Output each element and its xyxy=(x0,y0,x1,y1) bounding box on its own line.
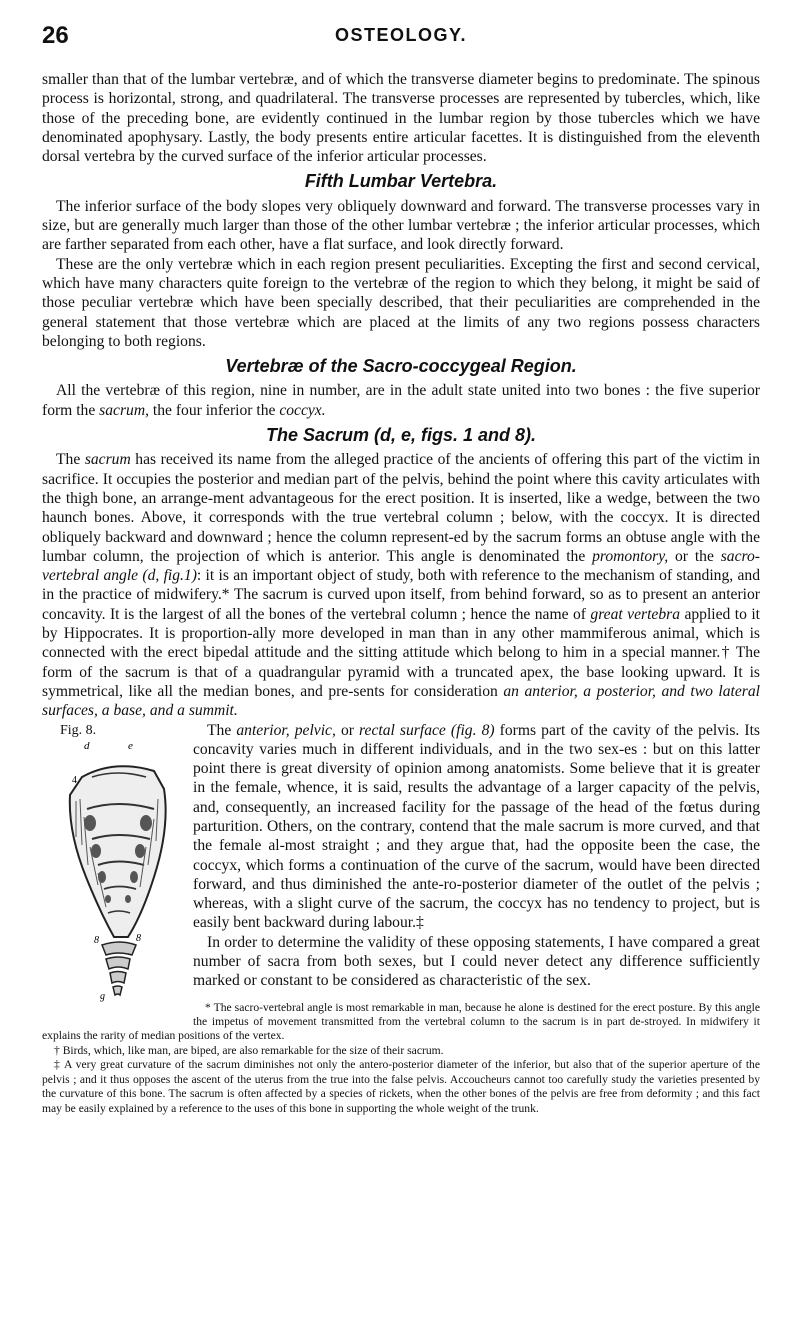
sacrum-paragraph-3: In order to determine the validity of these opposing statements, I have compared a great number of sacra from both sexes, but I could never detect any difference sufficiently marked or constant to be considered as characteristic of the sex. xyxy=(193,933,760,990)
heading-fifth-lumbar: Fifth Lumbar Vertebra. xyxy=(304,171,498,192)
figure-8 xyxy=(42,721,187,1021)
term-promontory: promontory, xyxy=(592,547,669,565)
fig-letter-e: e xyxy=(128,739,133,752)
heading-sacro-coccygeal: Vertebræ of the Sacro-coccygeal Region. xyxy=(225,356,577,377)
heading-sacrum: The Sacrum (d, e, figs. 1 and 8). xyxy=(265,425,537,446)
term-rectal-surface: rectal surface (fig. 8) xyxy=(359,721,495,739)
term-surfaces: an anterior, a posterior, and two lateral surfaces, a base, and a summit. xyxy=(42,682,760,720)
fifth-lumbar-paragraph-1: The inferior surface of the body slopes very obliquely downward and forward. The transverse processes vary in size, but are generally much larger than those of the other lumbar vertebræ ; the inferior articular processes, which are farther separated from each other, have a flat surface, and look directly forward. xyxy=(42,197,760,254)
sacro-coccygeal-paragraph: All the vertebræ of this region, nine in number, are in the adult state united into two bones : the five superior form the sacrum, the four inferior the coccyx. xyxy=(42,382,760,419)
sacrum-paragraph-2: The anterior, pelvic, or rectal surface (fig. 8) forms part of the cavity of the pelvis. Its concavity varies much in different individuals, and in the two sex-es : but on this latter point there is great diversity of opinion among anatomists. Some believe that it is greater in the female, whence, it is said, results the advantage of a larger capacity of the pelvis, and, consequently, an increased facility for the passage of the head of the fœtus during parturition. Others, on the contrary, contend that the male sacrum is more curved, and that the female al-most straight ; and they argue that, had the opposite been the case, the coccyx, which forms a continuation of the curve of the sacrum, would have been directed forward, and thus diminished the ante-ro-posterior diameter of the outlet of the pelvis ; whereas, with a slight curve of the sacrum, the coccyx has no tendency to project, but is easily bent backward during labour.‡ xyxy=(193,721,760,932)
footnote-2: † Birds, which, like man, are biped, are also remarkable for the size of their sacrum. xyxy=(54,1043,444,1057)
term-sacrum: sacrum, xyxy=(99,401,149,419)
intro-paragraph: smaller than that of the lumbar vertebræ, and of which the transverse diameter begins to predominate. The spinous process is horizontal, strong, and quadrilateral. The transverse processes are represented by tubercles, which, like those of the preceding bone, are evidently continued in the lumbar region by those tubercles which we have denominated apophysary. Lastly, the body presents entire articular facettes. It is distinguished from the eleventh dorsal vertebra by the curved surface of the inferior articular processes. xyxy=(42,71,760,166)
figure-label: Fig. 8. xyxy=(60,722,97,738)
fig-letter-8b: 8 xyxy=(136,932,141,944)
sacrum-paragraph-1: The sacrum has received its name from the alleged practice of the ancients of offering this part of the victim in sacrifice. It occupies the posterior and median part of the pelvis, behind the point where this cavity articulates with the thigh bone, an arrange-ment advantageous for the erect position. It is inserted, like a wedge, between the two haunch bones. Above, it corresponds with the true vertebral column ; below, with the coccyx. It is directed obliquely backward and downward ; hence the column represent-ed by the sacrum forms an obtuse angle with the lumbar column, the projection of which is anterior. This angle is denominated the promontory, or the sacro-vertebral angle (d, fig.1): it is an important object of study, both with reference to the mechanism of standing, and in the practice of midwifery.* The sacrum is curved upon itself, from behind forward, so as to present an anterior concavity. It is the largest of all the bones of the vertebral column ; hence the name of great vertebra applied to it by Hippocrates. It is proportion-ally more developed in man than in any other mammiferous animal, which is connected with the erect bipedal attitude and the sitting attitude which belong to him in a special manner.† The form of the sacrum is that of a quadrangular pyramid with a truncated apex, the base looking upward. It is symmetrical, like all the median bones, and pre-sents for consideration an anterior, a posterior, and two lateral surfaces, a base, and a summit. xyxy=(42,451,761,720)
footnote-1: * The sacro-vertebral angle is most remarkable in man, because he alone is destined for the erect posture. By this angle the impetus of movement transmitted from the vertebral column to the sacrum is in part de-stroyed. In midwifery it explains the rarity of median positions of the vertex. xyxy=(42,1000,760,1043)
fifth-lumbar-paragraph-2: These are the only vertebræ which in each region present peculiarities. Excepting the first and second cervical, which have many characters quite foreign to the vertebræ of the region to which they belong, it might be said of those peculiar vertebræ which have been specially described, that their peculiarities are comprehended in the general statement that those vertebræ which are placed at the limits of any two regions possess characters belonging to both regions. xyxy=(42,255,760,350)
page-number: 26 xyxy=(42,22,69,49)
sacrum-illustration xyxy=(42,737,187,1021)
fig-letter-d: d xyxy=(84,739,90,752)
term-sacrum-2: sacrum xyxy=(84,451,131,469)
term-great-vertebra: great vertebra xyxy=(590,605,680,623)
footnote-3: ‡ A very great curvature of the sacrum diminishes not only the antero-posterior diameter of the inferior, but also that of the superior aperture of the pelvis ; and it thus opposes the ascent of the uterus from the true into the false pelvis. Accoucheurs cannot too carefully study the varieties presented by the curvature of this bone. The sacrum is often affected by a species of rickets, when the other bones of the pelvis are free from deformity ; and this fact may be easily explained by a reference to the uses of this bone in supporting the whole weight of the trunk. xyxy=(42,1058,760,1115)
term-sacro-vertebral-angle: sacro-vertebral angle (d, fig.1) xyxy=(42,547,760,585)
fig-letter-4: 4 xyxy=(72,774,77,786)
fig-letter-g: g xyxy=(100,990,105,1002)
fig-letter-8: 8 xyxy=(94,934,99,946)
term-coccyx: coccyx. xyxy=(279,401,326,419)
page-header xyxy=(42,22,760,50)
term-anterior-pelvic: anterior, pelvic, xyxy=(236,721,336,739)
page-body xyxy=(42,70,760,1116)
running-title: OSTEOLOGY. xyxy=(334,25,468,45)
